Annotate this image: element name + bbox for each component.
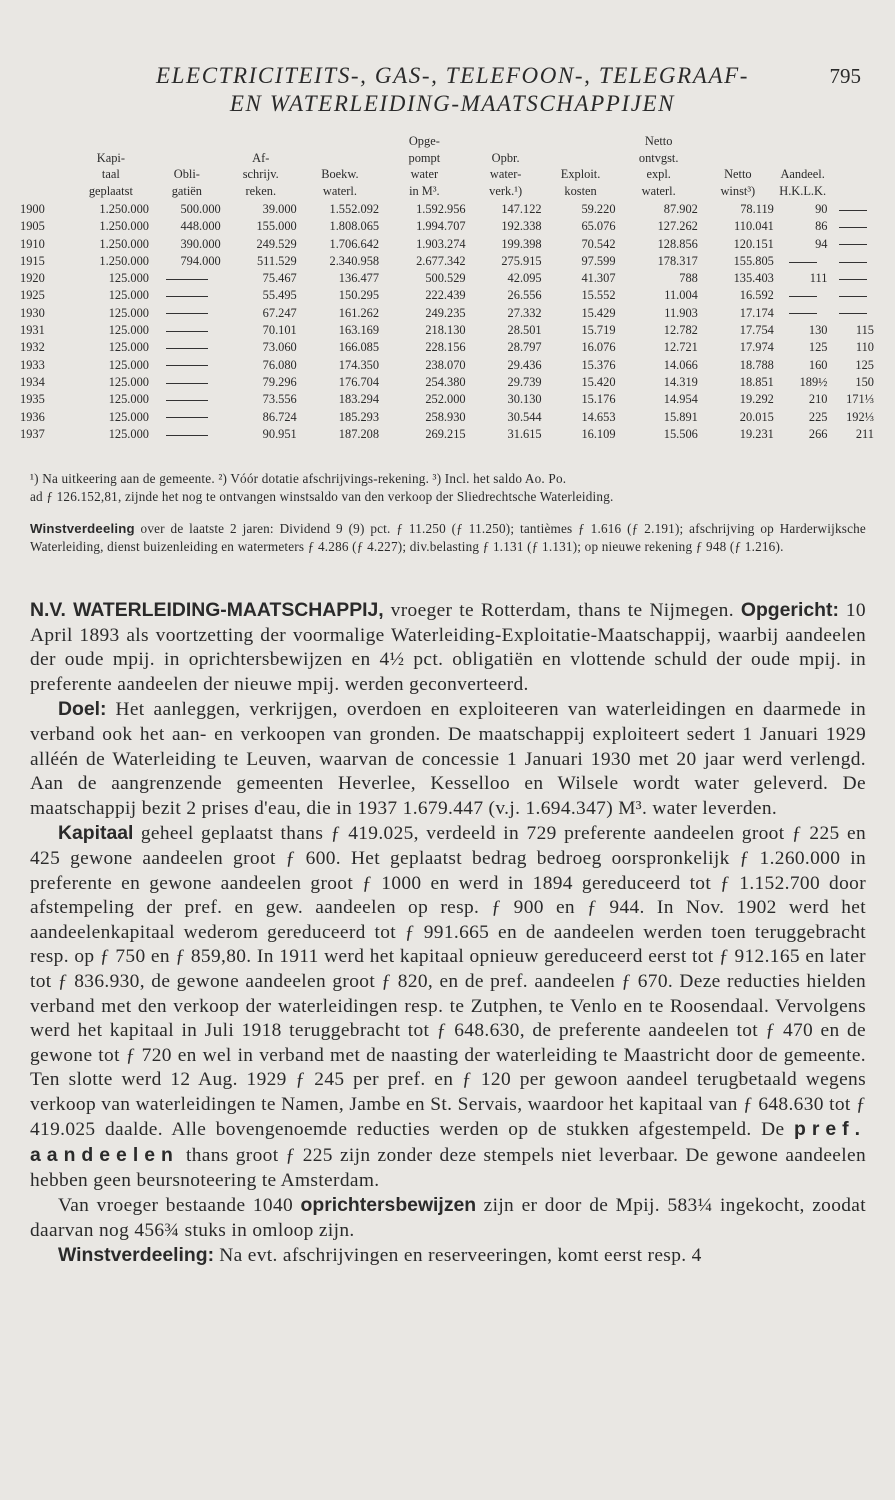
table-cell: 210 (808, 392, 828, 407)
footnotes (30, 470, 866, 505)
year-cell: 1920 (20, 271, 45, 286)
column-header-line: geplaatst (88, 183, 133, 198)
table-cell (829, 287, 876, 304)
table-cell: 30.130 (507, 392, 542, 407)
column-header (618, 133, 700, 201)
table-cell: 17.754 (739, 323, 774, 338)
table-cell: 94 (815, 236, 828, 251)
table-cell: 238.070 (425, 357, 466, 372)
column-header-line: verk.¹) (489, 183, 523, 198)
oprichters-text-b: zijn er door de Mpij. 583¼ ingekocht, zoodat daarvan nog 456¾ stuks in omloop zijn. (30, 1195, 867, 1241)
table-cell: 166.085 (338, 340, 380, 355)
table-cell (151, 270, 223, 287)
table-cell: 225 (808, 409, 828, 424)
table-cell (151, 305, 223, 322)
table-cell: 135.403 (733, 271, 774, 286)
column-header-line (20, 150, 69, 167)
kapitaal-label: Kapitaal (58, 822, 134, 845)
table-cell: 15.506 (663, 426, 698, 441)
table-cell (829, 218, 876, 235)
table-cell: 1.250.000 (99, 219, 149, 234)
column-header-line: H.K.L.K. (779, 183, 827, 198)
table-cell: 269.215 (425, 426, 466, 441)
table-row (18, 339, 876, 356)
table-cell: 16.109 (581, 426, 616, 441)
header-title-line2: EN WATERLEIDING-MAATSCHAPPIJEN (229, 91, 676, 116)
table-cell: 228.156 (425, 340, 466, 355)
table-cell: 249.529 (256, 236, 297, 251)
winstverdeeling-summary (30, 520, 866, 555)
table-cell: 28.797 (507, 340, 542, 355)
column-header-line: Netto (724, 167, 752, 181)
column-header-line: Exploit. (560, 167, 601, 181)
dash-cell-mark (166, 383, 208, 384)
dash-cell-mark (166, 400, 208, 401)
dash-cell-mark (166, 348, 208, 349)
dash-cell-mark (166, 296, 208, 297)
table-cell: 178.317 (657, 253, 698, 268)
table-cell: 75.467 (262, 271, 297, 286)
table-cell: 448.000 (180, 219, 221, 234)
table-cell: 17.974 (739, 340, 774, 355)
opgericht-label: Opgericht: (740, 599, 839, 621)
table-cell: 76.080 (262, 357, 297, 372)
table-cell: 12.721 (663, 340, 698, 355)
table-cell: 125.000 (108, 392, 149, 407)
table-header (18, 133, 876, 201)
table-cell: 125.000 (108, 340, 149, 355)
year-cell: 1936 (20, 409, 45, 424)
header-title-line1: ELECTRICITEITS-, GAS-, TELEFOON-, TELEGRAAF- (156, 63, 749, 88)
table-cell: 12.782 (663, 323, 698, 338)
dash-cell-mark (166, 435, 208, 436)
table-cell (151, 426, 223, 443)
table-cell: 15.552 (581, 288, 616, 303)
column-header-line: Netto (644, 134, 673, 148)
table-cell: 511.529 (256, 253, 297, 268)
table-cell: 16.592 (739, 288, 774, 303)
table-row (18, 218, 876, 235)
table-cell: 1.994.707 (416, 219, 466, 234)
table-cell: 155.805 (733, 253, 774, 268)
column-header-line: waterl. (322, 183, 357, 198)
year-cell: 1931 (20, 323, 45, 338)
table-cell: 29.739 (507, 374, 542, 389)
table-cell: 500.529 (425, 271, 466, 286)
table-cell: 2.677.342 (416, 253, 466, 268)
dash-cell-mark (166, 417, 208, 418)
column-header-line (20, 133, 69, 150)
table-cell (829, 253, 876, 270)
body-text (30, 598, 866, 1269)
table-cell: 125.000 (108, 409, 149, 424)
table-cell: 187.208 (338, 426, 380, 441)
column-header-line (778, 150, 828, 167)
table-cell: 125 (855, 357, 874, 372)
table-cell: 14.066 (663, 357, 698, 372)
column-header-line (546, 150, 616, 167)
table-cell: 20.015 (739, 409, 774, 424)
paragraph-winstverdeeling (30, 1243, 866, 1269)
column-header-line (778, 133, 828, 150)
column-header-line: ontvgst. (638, 150, 679, 165)
winstverdeeling-summary-text: over de laatste 2 jaren: Dividend 9 (9) pct. ƒ 11.250 (ƒ 11.250); tantièmes ƒ 1.616 (ƒ 2.191); afschrijving op Harderwijksche Waterleiding, dienst buizenleiding en watermeters ƒ 4.286 (ƒ 4.227); div.belasting ƒ 1.131 (ƒ 1.131); op nieuwe rekening ƒ 948 (ƒ 1.216). (30, 521, 866, 554)
table-cell: 65.076 (581, 219, 616, 234)
table-cell (151, 374, 223, 391)
table-cell: 26.556 (507, 288, 542, 303)
table-cell: 110 (855, 340, 874, 355)
table-cell: 115 (855, 323, 874, 338)
page-header (0, 62, 895, 118)
table-cell: 136.477 (338, 271, 380, 286)
page-number: 795 (829, 64, 861, 88)
table-cell: 11.004 (664, 288, 698, 303)
column-header-line: kosten (564, 183, 597, 198)
column-header-line: waterl. (641, 183, 676, 198)
table-cell (151, 287, 223, 304)
table-cell: 1.250.000 (99, 253, 149, 268)
table-cell: 125.000 (108, 357, 149, 372)
table-cell: 171⅓ (846, 392, 874, 407)
table-cell: 128.856 (657, 236, 698, 251)
table-cell: 1.592.956 (416, 202, 466, 216)
table-cell: 30.544 (507, 409, 542, 424)
table-cell: 127.262 (657, 219, 698, 234)
column-header (381, 133, 468, 201)
dash-cell-mark (789, 296, 817, 297)
table-cell: 70.101 (262, 323, 297, 338)
table-cell (776, 305, 830, 322)
table-cell (776, 253, 830, 270)
year-cell: 1935 (20, 392, 45, 407)
column-header-line: water (410, 167, 439, 181)
table-cell: 147.122 (501, 202, 542, 216)
table-cell: 254.380 (425, 374, 466, 389)
footnote-line2: ad ƒ 126.152,81, zijnde het nog te ontvangen winstsaldo van den verkoop der Sliedrechtsche Waterleiding. (30, 488, 614, 504)
table-cell (829, 236, 876, 253)
table-cell: 29.436 (507, 357, 542, 372)
dash-cell-mark (839, 313, 867, 314)
column-header (151, 133, 223, 201)
table-cell: 15.176 (581, 392, 616, 407)
table-row (18, 426, 876, 443)
table-cell: 111 (809, 271, 828, 286)
table-cell: 125.000 (108, 288, 149, 303)
column-header (544, 133, 618, 201)
table-row (18, 391, 876, 408)
dash-cell-mark (839, 279, 867, 280)
table-cell: 67.247 (262, 305, 297, 320)
table-row (18, 236, 876, 253)
pref-aandeelen-label: pref. aandeelen (30, 1118, 866, 1167)
table-cell (829, 201, 876, 218)
table-cell: 78.119 (740, 202, 774, 216)
column-header-line: Kapi- (96, 150, 125, 165)
year-cell: 1905 (20, 219, 45, 234)
table-row (18, 409, 876, 426)
table-cell: 42.095 (507, 271, 542, 286)
table-cell: 258.930 (425, 409, 466, 424)
column-header (71, 133, 151, 201)
table-row (18, 253, 876, 270)
table-row (18, 357, 876, 374)
financial-table (18, 133, 876, 443)
column-header-line (20, 183, 69, 200)
year-cell: 1932 (20, 340, 45, 355)
dash-cell-mark (166, 365, 208, 366)
table-cell: 41.307 (581, 271, 616, 286)
column-header-line (153, 133, 221, 150)
column-header-line (301, 150, 379, 167)
footnote-line1: ¹) Na uitkeering aan de gemeente. ²) Vóór dotatie afschrijvings-rekening. ³) Incl. het saldo Ao. Po. (30, 471, 567, 486)
column-header-line: in M³. (409, 183, 440, 198)
dash-cell-mark (166, 313, 208, 314)
table-cell: 500.000 (180, 202, 221, 216)
table-row (18, 305, 876, 322)
table-cell: 794.000 (180, 253, 221, 268)
table-cell: 125.000 (108, 374, 149, 389)
paragraph-intro (30, 598, 866, 697)
table-cell: 15.420 (581, 374, 616, 389)
table-cell: 19.231 (739, 426, 774, 441)
table-cell: 11.903 (664, 305, 698, 320)
table-cell: 27.332 (507, 305, 542, 320)
pref-aandeelen-text: thans groot ƒ 225 zijn zonder deze stempels niet leverbaar. De gewone aandeelen hebben geen beursnoteering te Amsterdam. (30, 1145, 866, 1191)
table-cell: 125.000 (108, 426, 149, 441)
table-cell: 86.724 (262, 409, 297, 424)
year-cell: 1900 (20, 202, 45, 216)
table-cell: 218.130 (425, 323, 466, 338)
column-header-line: expl. (646, 167, 671, 181)
table-cell: 18.851 (739, 374, 774, 389)
table-header-row (18, 133, 876, 201)
table-row (18, 201, 876, 218)
table-cell: 189½ (799, 374, 828, 389)
column-header-line: Obli- (173, 167, 200, 181)
table-body (18, 201, 876, 443)
table-cell: 19.292 (739, 392, 774, 407)
table-cell: 125.000 (108, 305, 149, 320)
column-header-line: reken. (245, 183, 277, 198)
doel-label: Doel: (58, 698, 107, 721)
table-cell: 155.000 (256, 219, 297, 234)
column-header (829, 133, 876, 201)
oprichters-label: oprichtersbewijzen (300, 1194, 477, 1217)
paragraph-doel (30, 697, 866, 821)
table-cell: 125.000 (108, 323, 149, 338)
table-cell: 110.041 (734, 219, 774, 234)
table-cell: 15.719 (581, 323, 616, 338)
column-header (223, 133, 299, 201)
year-cell: 1933 (20, 357, 45, 372)
company-name: N.V. WATERLEIDING-MAATSCHAPPIJ, (30, 599, 384, 621)
column-header-line: Aandeel. (780, 167, 825, 181)
year-cell: 1925 (20, 288, 45, 303)
table-cell: 163.169 (338, 323, 380, 338)
table-cell (151, 391, 223, 408)
table-cell: 70.542 (581, 236, 616, 251)
table-cell: 73.556 (262, 392, 297, 407)
table-cell: 788 (679, 271, 698, 286)
column-header-line: schrijv. (242, 167, 279, 181)
table-cell: 79.296 (262, 374, 297, 389)
table-cell: 59.220 (581, 202, 616, 216)
table-cell: 15.376 (581, 357, 616, 372)
column-header-line (301, 133, 379, 150)
table-cell: 192⅓ (846, 409, 874, 424)
table-cell: 86 (815, 219, 828, 234)
dash-cell-mark (166, 279, 208, 280)
table-row (18, 287, 876, 304)
table-cell: 390.000 (180, 236, 221, 251)
dash-cell-mark (789, 313, 817, 314)
column-header-line (702, 150, 774, 167)
table-cell: 14.954 (663, 392, 698, 407)
table-cell: 160 (808, 357, 828, 372)
table-cell: 125 (808, 340, 828, 355)
intro-text: vroeger te Rotterdam, thans te Nijmegen. (383, 600, 741, 621)
column-header (700, 133, 776, 201)
table-cell: 16.076 (581, 340, 616, 355)
dash-cell-mark (839, 262, 867, 263)
doel-text: Het aanleggen, verkrijgen, overdoen en exploiteeren van waterleidingen en daarmede in verband ook het aan- en verkoopen van gronden. De maatschappij exploiteert sedert 1 Januari 1929 alléén de Waterleiding te Leuven, waarvan de concessie 1 Januari 1930 met 20 jaar werd verlengd. Aan de aangrenzende gemeenten Heverlee, Kesselloo en Wilsele wordt water geleverd. De maatschappij bezit 2 prises d'eau, die in 1937 1.679.447 (v.j. 1.694.347) M³. water leverden. (30, 699, 866, 819)
table-cell: 1.808.065 (329, 219, 380, 234)
oprichters-text-a: Van vroeger bestaande 1040 (58, 1195, 301, 1217)
table-cell (151, 339, 223, 356)
column-header-line: winst³) (720, 183, 756, 198)
table-row (18, 322, 876, 339)
table-cell: 150 (855, 374, 874, 389)
table-cell: 97.599 (581, 253, 616, 268)
dash-cell-mark (789, 262, 817, 263)
opgericht-text: 10 April 1893 als voortzetting der voormalige Waterleiding-Exploitatie-Maatschappij, waarbij aandeelen der oude mpij. in oprichtersbewijzen en 4½ pct. obligatiën en vlottende schuld der oude mpij. in preferente aandeelen der nieuwe mpij. werden geconverteerd. (30, 600, 866, 695)
table-cell: 266 (808, 426, 828, 441)
year-cell: 1934 (20, 374, 45, 389)
table-cell: 130 (808, 323, 828, 338)
paragraph-oprichters (30, 1193, 866, 1243)
table-cell: 183.294 (338, 392, 380, 407)
winstverdeeling-summary-label: Winstverdeeling (30, 521, 135, 536)
table-cell: 28.501 (507, 323, 542, 338)
table-cell: 90.951 (262, 426, 297, 441)
column-header-line: gatiën (171, 183, 202, 198)
winstverdeeling-label: Winstverdeeling: (58, 1244, 215, 1267)
table-cell: 73.060 (262, 340, 297, 355)
table-cell (151, 322, 223, 339)
dash-cell-mark (839, 227, 867, 228)
table-cell: 125.000 (108, 271, 149, 286)
year-cell: 1937 (20, 426, 45, 441)
year-cell: 1930 (20, 305, 45, 320)
dash-cell-mark (839, 296, 867, 297)
table-cell: 15.429 (581, 305, 616, 320)
column-header (299, 133, 381, 201)
dash-cell-mark (166, 331, 208, 332)
table-cell: 39.000 (262, 202, 297, 216)
column-header-line: pompt (408, 150, 441, 165)
column-header-line (73, 133, 149, 150)
table-cell: 150.295 (338, 288, 380, 303)
table-cell: 14.319 (663, 374, 698, 389)
kapitaal-text: geheel geplaatst thans ƒ 419.025, verdeeld in 729 preferente aandeelen groot ƒ 225 en 425 gewone aandeelen groot ƒ 600. Het geplaatst bedrag bedroeg oorspronkelijk ƒ 1.260.000 in preferente en gewone aandeelen groot ƒ 1000 en werd in 1894 gereduceerd tot ƒ 1.152.700 door afstempeling der pref. en gew. aandeelen op resp. ƒ 900 en ƒ 944. In Nov. 1902 werd het aandeelenkapitaal wederom gereduceerd tot ƒ 991.665 en de aandeelen werden toen teruggebracht resp. op ƒ 750 en ƒ 859,80. In 1911 werd het kapitaal opnieuw gereduceerd eerst tot ƒ 912.165 en later tot ƒ 836.930, de gewone aandeelen groot ƒ 820, en de pref. aandeelen ƒ 670. Deze reducties hielden verband met den verkoop der waterleidingen resp. te Zutphen, te Venlo en te Roosendaal. Vervolgens werd het kapitaal in Juli 1918 teruggebracht tot ƒ 648.630, de preferente aandeelen tot ƒ 470 en de gewone tot ƒ 720 en wel in verband met de naasting der waterleiding te Maastricht door de gemeente. Ten slotte werd 12 Aug. 1929 ƒ 245 per pref. en ƒ 120 per gewoon aandeel terugbetaald wegens verkoop van waterleidingen te Namen, Jambe en St. Servais, waardoor het kapitaal van ƒ 648.630 tot ƒ 419.025 daalde. Alle bovengenoemde reducties werden op de stukken afgestempeld. De (30, 823, 866, 1141)
paragraph-kapitaal (30, 821, 866, 1193)
table-cell: 1.250.000 (99, 202, 149, 216)
table-cell: 55.495 (262, 288, 297, 303)
winstverdeeling-text: Na evt. afschrijvingen en reserveeringen, komt eerst resp. 4 (214, 1245, 702, 1267)
table-cell: 176.704 (338, 374, 380, 389)
dash-cell-mark (839, 210, 867, 211)
column-header-line: Opbr. (491, 150, 520, 165)
table-cell: 31.615 (507, 426, 542, 441)
table-cell: 1.903.274 (416, 236, 466, 251)
column-header-line (702, 133, 774, 150)
column-header-line: Opge- (408, 134, 440, 148)
table-cell: 252.000 (425, 392, 466, 407)
table-cell: 161.262 (338, 305, 380, 320)
table-cell: 174.350 (338, 357, 380, 372)
table-cell: 249.235 (425, 305, 466, 320)
column-header-line (20, 166, 69, 183)
table-cell: 2.340.958 (329, 253, 380, 268)
table-row (18, 270, 876, 287)
column-header-line: taal (101, 167, 120, 181)
dash-cell-mark (839, 244, 867, 245)
column-header-line (153, 150, 221, 167)
year-cell: 1915 (20, 253, 45, 268)
year-cell: 1910 (20, 236, 45, 251)
table-cell: 1.250.000 (99, 236, 149, 251)
table-cell: 192.338 (501, 219, 542, 234)
table-cell: 18.788 (739, 357, 774, 372)
table-cell (151, 357, 223, 374)
column-header-line: Af- (252, 150, 270, 165)
table-cell: 15.891 (663, 409, 698, 424)
table-cell: 185.293 (338, 409, 380, 424)
column-header (18, 133, 71, 201)
column-header-line (546, 133, 616, 150)
table-cell: 275.915 (501, 253, 542, 268)
table-cell: 120.151 (733, 236, 774, 251)
table-cell (829, 305, 876, 322)
table-row (18, 374, 876, 391)
table-cell: 1.552.092 (329, 202, 380, 216)
table-cell: 199.398 (501, 236, 542, 251)
table-cell (151, 409, 223, 426)
column-header-line (470, 133, 542, 150)
table-cell: 211 (855, 426, 874, 441)
table-cell: 1.706.642 (329, 236, 380, 251)
column-header-line: Boekw. (321, 167, 359, 181)
table-cell (776, 287, 830, 304)
table-cell: 14.653 (581, 409, 616, 424)
column-header-line (225, 133, 297, 150)
table-cell: 90 (815, 202, 828, 216)
column-header-line: water- (489, 167, 522, 181)
column-header (468, 133, 544, 201)
table-cell (829, 270, 876, 287)
column-header (776, 133, 830, 201)
table-cell: 87.902 (663, 202, 698, 216)
table-cell: 17.174 (739, 305, 774, 320)
table-cell: 222.439 (425, 288, 466, 303)
